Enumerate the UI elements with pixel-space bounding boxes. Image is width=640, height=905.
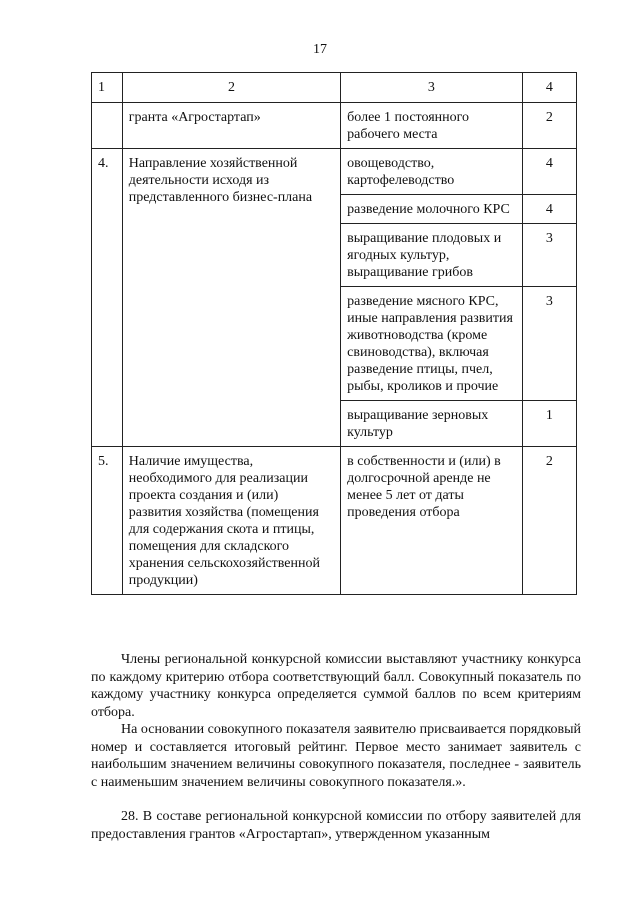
page-number: 17 <box>313 42 327 57</box>
paragraph-text: Члены региональной конкурсной комиссии выставляют участнику конкурса по каждому критерию отбора соответствующий балл. Совокупный показатель по каждому участнику конкурса определяется суммой баллов по всем критериям отбора. <box>91 652 581 720</box>
header-cell-4: 4 <box>522 73 576 103</box>
score-cell: 3 <box>522 224 576 287</box>
score-cell: 2 <box>522 447 576 595</box>
table-row <box>92 103 577 149</box>
paragraph-rating <box>91 721 581 791</box>
option-cell: выращивание плодовых и ягодных культур, выращивание грибов <box>341 224 522 287</box>
score-cell: 3 <box>522 287 576 401</box>
option-cell: в собственности и (или) в долгосрочной аренде не менее 5 лет от даты проведения отбора <box>341 447 522 595</box>
header-cell-1: 1 <box>92 73 123 103</box>
option-cell: более 1 постоянного рабочего места <box>341 103 522 149</box>
score-cell: 1 <box>522 401 576 447</box>
score-cell: 4 <box>522 195 576 224</box>
option-cell: выращивание зерновых культур <box>341 401 522 447</box>
option-cell: разведение мясного КРС, иные направления развития животноводства (кроме свиноводства), включая разведение птицы, пчел, рыбы, кроликов и прочие <box>341 287 522 401</box>
criteria-table <box>91 72 577 595</box>
paragraph-text: На основании совокупного показателя заявителю присваивается порядковый номер и составляется итоговый рейтинг. Первое место занимает заявитель с наибольшим значением величины совокупного показателя, последнее - заявитель с наименьшим значением величины совокупного показателя.». <box>91 722 581 790</box>
option-cell: овощеводство, картофелеводство <box>341 149 522 195</box>
score-cell: 4 <box>522 149 576 195</box>
score-cell: 2 <box>522 103 576 149</box>
paragraph-clause-28 <box>91 808 581 843</box>
header-cell-2: 2 <box>122 73 340 103</box>
paragraph-text: 28. В составе региональной конкурсной комиссии по отбору заявителей для предоставления грантов «Агростартап», утвержденном указанным <box>91 809 581 842</box>
criterion-cell: Направление хозяйственной деятельности исходя из представленного бизнес-плана <box>122 149 340 447</box>
option-cell: разведение молочного КРС <box>341 195 522 224</box>
paragraph-scoring <box>91 651 581 721</box>
criterion-cell: Наличие имущества, необходимого для реализации проекта создания и (или) развития хозяйства (помещения для содержания скота и птицы, помещения для складского хранения сельскохозяйственной продукции) <box>122 447 340 595</box>
header-cell-3: 3 <box>341 73 522 103</box>
criterion-cell: гранта «Агростартап» <box>122 103 340 149</box>
row-number <box>92 103 123 149</box>
table-header-row <box>92 73 577 103</box>
table-row <box>92 447 577 595</box>
row-number: 5. <box>92 447 123 595</box>
row-number: 4. <box>92 149 123 447</box>
table-row <box>92 149 577 195</box>
